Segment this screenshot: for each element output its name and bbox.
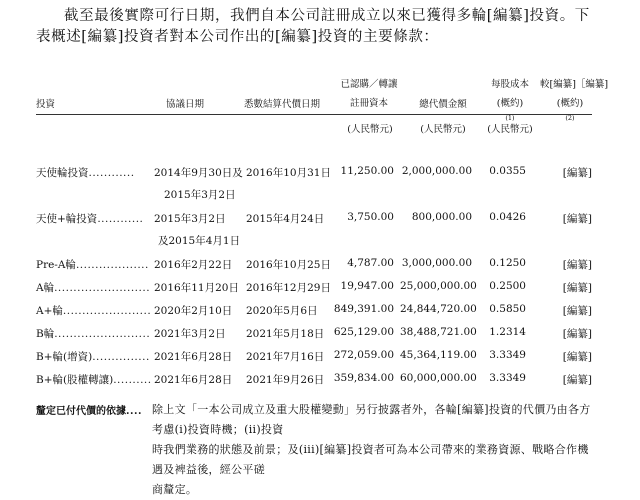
header-registered-capital-line1: 已認購／轉讓 xyxy=(340,79,398,90)
row-consideration: 2,000,000.00 xyxy=(401,165,472,177)
row-settlement-date: 2021年5月18日 xyxy=(246,328,325,340)
row-agreement-date-2: 2015年3月2日 xyxy=(164,189,236,201)
row-discount: [編纂] xyxy=(562,374,592,386)
row-agreement-date: 2020年2月10日 xyxy=(154,305,233,317)
note-mark-1: (1) xyxy=(505,114,515,122)
row-consideration: 3,000,000.00 xyxy=(401,257,472,269)
unit-cost: (人民幣元) xyxy=(487,124,533,135)
row-settlement-date: 2016年10月31日 xyxy=(246,167,331,179)
row-cost: 3.3349 xyxy=(489,349,526,361)
row-cost: 3.3349 xyxy=(489,372,526,384)
row-discount: [編纂] xyxy=(562,167,592,179)
intro-line-1: 截至最後實際可行日期，我們自本公司註冊成立以來已獲得多輪[編纂]投資。下 xyxy=(64,8,590,24)
footer-label: 釐定已付代價的依據.... xyxy=(36,406,142,417)
row-agreement-date: 2015年3月2日 xyxy=(154,213,226,225)
row-discount: [編纂] xyxy=(562,282,592,294)
header-cost-per-share xyxy=(480,77,540,126)
row-capital: 11,250.00 xyxy=(340,165,394,177)
row-discount: [編纂] xyxy=(562,328,592,340)
row-consideration: 24,844,720.00 xyxy=(400,303,477,315)
row-agreement-date: 2021年6月28日 xyxy=(154,374,233,386)
row-settlement-date: 2016年10月25日 xyxy=(246,259,331,271)
row-cost: 0.0355 xyxy=(489,165,526,177)
row-investment: Pre-A輪................... xyxy=(36,259,149,271)
header-cost-per-share-line1: 每股成本 xyxy=(490,79,529,90)
footer-line-2: 時我們業務的狀態及前景；及(iii)[編纂]投資者可為本公司帶來的業務資源、戰略合作機遇及裨益後，經公平磋 xyxy=(152,443,589,476)
row-cost: 0.0426 xyxy=(489,211,526,223)
unit-consideration: (人民幣元) xyxy=(420,124,466,135)
row-agreement-date: 2014年9月30日及 xyxy=(154,167,243,179)
intro-paragraph xyxy=(36,6,616,48)
row-agreement-date: 2021年3月2日 xyxy=(154,328,226,340)
header-cost-per-share-line2: (概約) xyxy=(496,98,524,109)
row-agreement-date: 2016年11月20日 xyxy=(154,282,239,294)
row-settlement-date: 2021年7月16日 xyxy=(246,351,325,363)
row-consideration: 60,000,000.00 xyxy=(400,372,477,384)
header-agreement-date: 協議日期 xyxy=(166,99,205,110)
header-discount-line2: (概約) xyxy=(556,98,584,109)
row-settlement-date: 2021年9月26日 xyxy=(246,374,325,386)
header-rule xyxy=(36,114,592,115)
header-registered-capital xyxy=(336,77,402,111)
row-settlement-date: 2016年12月29日 xyxy=(246,282,331,294)
row-consideration: 45,364,119.00 xyxy=(400,349,477,361)
row-capital: 4,787.00 xyxy=(347,257,394,269)
row-capital: 849,391.00 xyxy=(333,303,394,315)
note-mark-2: (2) xyxy=(565,114,575,122)
row-consideration: 25,000,000.00 xyxy=(400,280,477,292)
row-investment: B+輪(增資)............... xyxy=(36,351,150,363)
row-capital: 272,059.00 xyxy=(333,349,394,361)
row-discount: [編纂] xyxy=(562,305,592,317)
row-agreement-date-2: 及2015年4月1日 xyxy=(158,235,241,247)
row-cost: 0.2500 xyxy=(489,280,526,292)
row-capital: 359,834.00 xyxy=(333,372,394,384)
row-investment: A輪......................... xyxy=(36,282,151,294)
header-discount-line1: 較[編纂]［編纂] xyxy=(540,79,609,90)
footer-text xyxy=(152,400,592,500)
row-consideration: 38,488,721.00 xyxy=(400,326,477,338)
row-investment: 天使+輪投資............ xyxy=(36,213,144,225)
row-cost: 0.5850 xyxy=(489,303,526,315)
header-settlement-date: 悉數結算代價日期 xyxy=(244,99,321,110)
footer-line-3: 商釐定。 xyxy=(152,483,198,496)
row-discount: [編纂] xyxy=(562,351,592,363)
row-discount: [編纂] xyxy=(562,259,592,271)
header-discount xyxy=(540,77,609,126)
row-investment: 天使輪投資............ xyxy=(36,167,135,179)
header-total-consideration: 總代價金額 xyxy=(419,99,467,110)
row-investment: B輪......................... xyxy=(36,328,151,340)
row-capital: 19,947.00 xyxy=(340,280,394,292)
row-capital: 625,129.00 xyxy=(333,326,394,338)
row-investment: A+輪....................... xyxy=(36,305,152,317)
row-investment: B+輪(股權轉讓).......... xyxy=(36,374,152,386)
intro-line-2: 表概述[編纂]投資者對本公司作出的[編纂]投資的主要條款： xyxy=(36,29,439,45)
row-consideration: 800,000.00 xyxy=(411,211,472,223)
footer-line-1: 除上文「一本公司成立及重大股權變動」另行披露者外，各輪[編纂]投資的代價乃由各方考慮(i)投資時機；(ii)投資 xyxy=(152,403,591,436)
row-discount: [編纂] xyxy=(562,213,592,225)
header-registered-capital-line2: 註冊資本 xyxy=(349,98,388,109)
row-cost: 0.1250 xyxy=(489,257,526,269)
row-settlement-date: 2020年5月6日 xyxy=(246,305,318,317)
row-settlement-date: 2015年4月24日 xyxy=(246,213,325,225)
unit-capital: (人民幣元) xyxy=(347,124,393,135)
row-capital: 3,750.00 xyxy=(347,211,394,223)
header-investment: 投資 xyxy=(36,99,56,110)
row-agreement-date: 2016年2月22日 xyxy=(154,259,233,271)
row-cost: 1.2314 xyxy=(489,326,526,338)
row-agreement-date: 2021年6月28日 xyxy=(154,351,233,363)
